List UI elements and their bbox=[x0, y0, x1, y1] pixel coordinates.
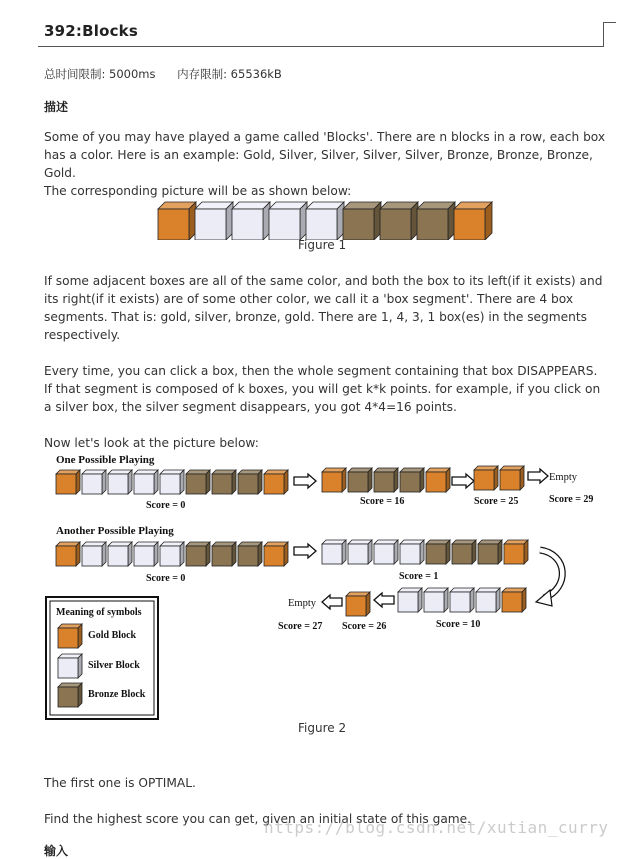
score-27: Score = 27 bbox=[278, 621, 323, 632]
play1-step1-bronze-block-2 bbox=[348, 468, 372, 492]
legend-bronze-block bbox=[58, 683, 82, 707]
play1-step1-bronze-block-4 bbox=[400, 468, 424, 492]
legend-title: Meaning of symbols bbox=[56, 607, 142, 618]
time-limit: 总时间限制: 5000ms bbox=[44, 67, 156, 81]
play1-step1-bronze-block-3 bbox=[374, 468, 398, 492]
label-one-possible: One Possible Playing bbox=[56, 454, 155, 466]
arrow-right-4 bbox=[294, 544, 316, 558]
play1-step1-gold-block-5 bbox=[426, 468, 450, 492]
play2-start-gold-block-1 bbox=[56, 542, 80, 566]
play2-step1-bronze-block-5 bbox=[426, 540, 450, 564]
play2-step2-gold-block-5 bbox=[502, 588, 526, 612]
description-paragraph-6: Find the highest score you can get, given an initial state of this game. bbox=[44, 812, 472, 826]
arrow-right-2 bbox=[452, 474, 474, 488]
arrow-right-1 bbox=[294, 474, 316, 488]
score-10: Score = 10 bbox=[436, 619, 481, 630]
empty-b: Empty bbox=[288, 598, 316, 609]
play1-start-bronze-block-8 bbox=[238, 470, 262, 494]
play2-start-gold-block-9 bbox=[264, 542, 288, 566]
description-paragraph-1b: The corresponding picture will be as shown below: bbox=[44, 184, 352, 198]
play1-start-gold-block-1 bbox=[56, 470, 80, 494]
watermark-url: https://blog.csdn.net/xutian_curry bbox=[264, 818, 609, 837]
score-16: Score = 16 bbox=[360, 496, 405, 507]
fig1-bronze-block-8 bbox=[417, 202, 455, 240]
score-29: Score = 29 bbox=[549, 494, 594, 505]
fig1-silver-block-4 bbox=[269, 202, 307, 240]
play1-start-gold-block-9 bbox=[264, 470, 288, 494]
figure-1-caption: Figure 1 bbox=[298, 238, 347, 252]
score-26: Score = 26 bbox=[342, 621, 387, 632]
play1-start-bronze-block-6 bbox=[186, 470, 210, 494]
description-paragraph-1: Some of you may have played a game called 'Blocks'. There are n blocks in a row, each box has a color. Here is an example: Gold, Silver, Silver, Silver, Silver, Bronze, Bronze, Bronze, Gold. bbox=[44, 130, 606, 180]
play2-start-silver-block-5 bbox=[160, 542, 184, 566]
fig1-silver-block-3 bbox=[232, 202, 270, 240]
header-corner-decoration bbox=[603, 22, 616, 47]
arrow-left-1 bbox=[374, 593, 394, 607]
input-heading: 输入 bbox=[44, 844, 69, 858]
play2-step1-bronze-block-7 bbox=[478, 540, 502, 564]
description-heading: 描述 bbox=[44, 100, 69, 114]
arrow-left-2 bbox=[322, 595, 342, 609]
score-25: Score = 25 bbox=[474, 496, 519, 507]
play1-step1-gold-block-1 bbox=[322, 468, 346, 492]
play1-start-bronze-block-7 bbox=[212, 470, 236, 494]
description-paragraph-5: The first one is OPTIMAL. bbox=[44, 776, 196, 790]
play2-step1-silver-block-3 bbox=[374, 540, 398, 564]
play2-step1-silver-block-1 bbox=[322, 540, 346, 564]
play2-step1-silver-block-2 bbox=[348, 540, 372, 564]
description-paragraph-2: If some adjacent boxes are all of the same color, and both the box to its left(if it exists) and its right(if it exists) are of some other color, we call it a 'box segment'. There are 4 box segments. That is: gold, silver, bronze, gold. There are 1, 4, 3, 1 box(es) in the segments respectively. bbox=[44, 274, 603, 342]
play2-start-bronze-block-8 bbox=[238, 542, 262, 566]
play1-step2-gold-block-2 bbox=[500, 466, 524, 490]
play2-step2-silver-block-1 bbox=[398, 588, 422, 612]
title-underline bbox=[38, 46, 604, 47]
figure-2-caption: Figure 2 bbox=[298, 721, 347, 735]
curved-arrow bbox=[536, 550, 562, 606]
score-1: Score = 1 bbox=[399, 571, 439, 582]
play2-start-silver-block-3 bbox=[108, 542, 132, 566]
play2-start-bronze-block-6 bbox=[186, 542, 210, 566]
legend-gold-label: Gold Block bbox=[88, 630, 137, 641]
play2-start-bronze-block-7 bbox=[212, 542, 236, 566]
figure-2-diagram bbox=[40, 450, 610, 725]
arrow-right-3 bbox=[528, 469, 548, 483]
fig1-bronze-block-7 bbox=[380, 202, 418, 240]
legend-silver-block bbox=[58, 654, 82, 678]
score-0-b: Score = 0 bbox=[146, 573, 186, 584]
page-title: 392:Blocks bbox=[44, 22, 138, 40]
play2-step2-silver-block-4 bbox=[476, 588, 500, 612]
memory-limit: 内存限制: 65536kB bbox=[177, 67, 282, 81]
fig1-gold-block-1 bbox=[158, 202, 196, 240]
play1-start-silver-block-5 bbox=[160, 470, 184, 494]
limits-line bbox=[44, 66, 300, 82]
play1-start-silver-block-3 bbox=[108, 470, 132, 494]
play2-step3-gold-block-1 bbox=[346, 592, 370, 616]
play2-step2-silver-block-2 bbox=[424, 588, 448, 612]
empty-a: Empty bbox=[549, 472, 577, 483]
play2-start-silver-block-2 bbox=[82, 542, 106, 566]
play2-step1-silver-block-4 bbox=[400, 540, 424, 564]
play2-step1-gold-block-8 bbox=[504, 540, 528, 564]
play1-start-silver-block-2 bbox=[82, 470, 106, 494]
fig1-gold-block-9 bbox=[454, 202, 492, 240]
fig1-silver-block-5 bbox=[306, 202, 344, 240]
legend-gold-block bbox=[58, 624, 82, 648]
play2-step1-bronze-block-6 bbox=[452, 540, 476, 564]
problem-header bbox=[0, 0, 617, 48]
play2-start-silver-block-4 bbox=[134, 542, 158, 566]
figure-1-blocks bbox=[150, 198, 495, 240]
description-paragraph-3: Every time, you can click a box, then the whole segment containing that box DISAPPEARS. If that segment is composed of k boxes, you will get k*k points. for example, if you click on a silver box, the silver segment disappears, you got 4*4=16 points. bbox=[44, 364, 601, 414]
score-0-a: Score = 0 bbox=[146, 500, 186, 511]
description-paragraph-4: Now let's look at the picture below: bbox=[44, 436, 259, 450]
label-another-possible: Another Possible Playing bbox=[56, 525, 174, 537]
fig1-bronze-block-6 bbox=[343, 202, 381, 240]
legend-bronze-label: Bronze Block bbox=[88, 689, 146, 700]
play2-step2-silver-block-3 bbox=[450, 588, 474, 612]
legend-silver-label: Silver Block bbox=[88, 660, 140, 671]
play1-step2-gold-block-1 bbox=[474, 466, 498, 490]
fig1-silver-block-2 bbox=[195, 202, 233, 240]
play1-start-silver-block-4 bbox=[134, 470, 158, 494]
